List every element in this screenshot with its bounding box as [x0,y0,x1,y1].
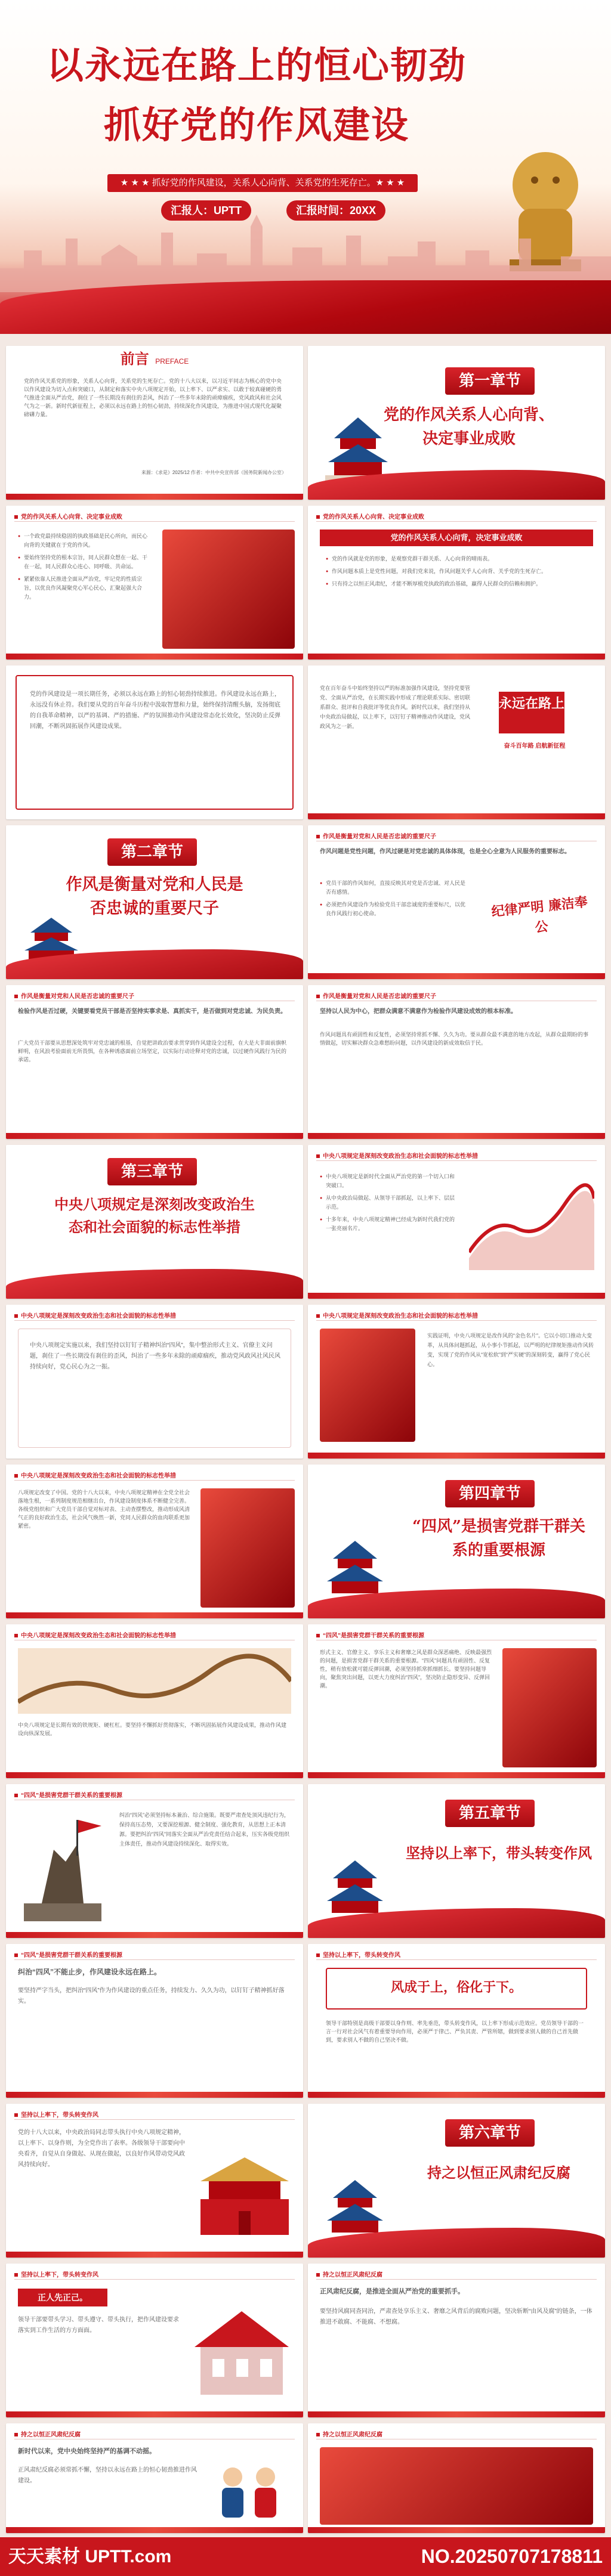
slide-text: 中央八项规定是长期有效的铁规矩、硬杠杠。要坚持不懈抓好贯彻落实，不断巩固拓展作风建设成果，推动作风建设向纵深发展。 [18,1722,287,1736]
slide-header: 坚持以上率下，带头转变作风 [14,2270,98,2278]
building-icon [189,2299,295,2401]
hero-subtitle: ★ ★ ★ 抓好党的作风建设，关系人心向背、关系党的生死存亡。★ ★ ★ [107,174,418,192]
slide-text: 领导干部特别是高级干部要以身作则、率先垂范，带头转变作风，以上率下形成示范效应。党员领导干部的一言一行对社会风气有着重要导向作用，必须严于律己、严负其责、严管所辖，做到要求别人做的自己首先做到，要求别人不做的自己坚决不做。 [326,2020,584,2043]
slide-header: 中央八项规定是深刻改变政治生态和社会面貌的标志性举措 [316,1311,478,1320]
box-title: 党的作风关系人心向背，决定事业成败 [320,530,593,546]
slide-text: 党在百年奋斗中始终坚持以严的标准加强作风建设，坚持党要管党、全面从严治党，在长期实践中形成了理论联系实际、密切联系群众、批评和自我批评等优良作风。新时代以来，我们坚持从中央政治局做起，以上率下，以钉钉子精神推动作风建设，党风政风为之一新。 [320,685,471,729]
slide-18 [308,1624,605,1778]
people-illustration-icon [209,2459,292,2525]
slide-photo [162,530,295,649]
calligraphy-slogan: 纪律严明 廉洁奉公 [490,894,588,936]
slide-photo [200,1488,295,1608]
slide-3 [6,506,303,660]
slide-header: 坚持以上率下，带头转变作风 [14,2110,98,2119]
bullet-list [326,555,588,592]
slide-13 [6,1305,303,1459]
slide-photo [320,2447,593,2525]
slide-header: “四风”是损害党群干群关系的重要根源 [14,1950,122,1959]
highlight-text: 正风肃纪反腐，是推进全面从严治党的重要抓手。 [320,2288,464,2295]
slide-5 [6,665,303,819]
highlight-text: 新时代以来，党中央始终坚持严的基调不动摇。 [18,2448,156,2455]
slide-chapter-5 [308,1784,605,1938]
slide-header: 党的作风关系人心向背、决定事业成败 [14,512,122,521]
slide-chapter-3 [6,1145,303,1299]
hero-banner [0,0,611,334]
preface-text: 党的作风关系党的形象，关系人心向背，关系党的生死存亡。党的十八大以来，以习近平同志为核心的党中央以作风建设为切入点和突破口，从制定和落实中央八项规定开始，以上率下、以严求实、以敢于较真碰硬的勇气推进全面从严治党，刹住了一些长期没有刹住的歪风，纠治了一些多年未除的顽瘴痼疾，党风政风和社会风气为之一新。新时代新征程上，必须以永远在路上的恒心韧劲，持续深化作风建设，为推进中国式现代化凝聚磅礴力量。 [24,378,282,417]
list-item: ● 必须把作风建设作为检验党员干部忠诚度的重要标尺，以优良作风践行初心使命。 [320,900,469,918]
slide-header: 持之以恒正风肃纪反腐 [316,2270,382,2278]
slide-27 [6,2423,303,2533]
slide-header: “四风”是损害党群干群关系的重要根源 [14,1790,122,1799]
slide-19 [6,1784,303,1938]
slide-text: 八项规定改变了中国。党的十八大以来，中央八项规定精神在全党全社会落地生根，一系列制度规范相继出台，作风建设制度体系不断健全完善。各级党组织和广大党员干部自觉对标对表、主动查摆整改，推动形成风清气正的良好政治生态，社会风气焕然一新，党同人民群众的血肉联系更加紧密。 [18,1490,190,1529]
slide-24 [6,2264,303,2417]
slide-text: 作风问题具有顽固性和反复性，必须坚持常抓不懈、久久为功。要从群众最不满意的地方改起，从群众最期盼的事情做起，切实解决群众急难愁盼问题，以作风建设的新成效取信于民。 [320,1032,589,1046]
list-item: ● 紧紧依靠人民推进全面从严治党，牢记党的性质宗旨，以优良作风凝聚党心军心民心，汇聚起强大合力。 [18,575,149,602]
chapter-badge: 第六章节 [445,2119,535,2147]
slide-14 [308,1305,605,1459]
preface-title-en: PREFACE [155,357,189,366]
slide-header: 作风是衡量对党和人民是否忠诚的重要尺子 [316,831,436,840]
list-item: ● 从中央政治局做起、从领导干部抓起，以上率下、层层示范。 [320,1194,457,1212]
slide-23 [6,2104,303,2258]
slide-20 [6,1944,303,2098]
bullet-list [320,1172,457,1237]
highlight-box: 永远在路上 [499,692,564,733]
slide-header: 中央八项规定是深刻改变政治生态和社会面貌的标志性举措 [14,1630,176,1639]
slide-text: 要坚持风腐同查同治，严肃查处享乐主义、奢靡之风背后的腐败问题，坚决斩断“由风及腐”的链条，一体推进不敢腐、不能腐、不想腐。 [320,2308,593,2326]
list-item: ● 作风问题本质上是党性问题，对我们党来说，作风问题关乎人心向背、关乎党的生死存亡。 [326,567,588,576]
chapter-title-line1: 党的作风关系人心向背、 [383,406,554,424]
chapter-badge: 第三章节 [107,1158,197,1185]
list-item: ● 十多年来，中央八项规定精神已经成为新时代我们党的一张亮丽名片。 [320,1215,457,1233]
chapter-badge: 第二章节 [107,838,197,866]
slide-28 [308,2423,605,2533]
list-item: ● 中央八项规定是新时代全面从严治党的第一个切入口和突破口。 [320,1172,457,1190]
chapter-title-line2: 否忠诚的重要尺子 [90,899,219,918]
slide-photo [502,1648,597,1767]
footer-brand: 天天素材 UPTT.com [8,2547,172,2566]
slide-8 [308,825,605,979]
city-skyline-icon [0,209,611,292]
chapter-title-line1: “四风”是损害党群干群关 [412,1518,585,1535]
slide-26 [308,2264,605,2417]
slide-16 [6,1624,303,1778]
slide-header: “四风”是损害党群干群关系的重要根源 [316,1630,424,1639]
slide-22 [308,1944,605,2098]
quote-text: 风成于上，俗化于下。 [390,1980,522,1995]
list-item: ● 只有持之以恒正风肃纪，才能不断厚植党执政的政治基础，赢得人民群众的信赖和拥护。 [326,580,588,589]
slide-text: 形式主义、官僚主义、享乐主义和奢靡之风是群众深恶痛绝、反映最强烈的问题，是损害党群干群关系的重要根源。“四风”问题具有顽固性、反复性，稍有放松就可能反弹回潮，必须坚持抓常抓细抓长。要坚持问题导向，聚焦突出问题，以更大力度纠治“四风”，坚决防止隐形变异、反弹回潮。 [320,1649,492,1689]
chapter-title-line1: 中央八项规定是深刻改变政治生 [54,1196,255,1213]
chapter-title-line1: 作风是衡量对党和人民是 [66,875,243,894]
highlight-text: 检验作风是否过硬，关键要看党员干部是否坚持实事求是、真抓实干，是否做到对党忠诚、为民负责。 [18,1008,286,1015]
chapter-title-line1: 持之以恒正风肃纪反腐 [427,2164,570,2181]
monument-icon [18,1808,107,1927]
slide-4 [308,506,605,660]
slide-text: 纠治“四风”必须坚持标本兼治、综合施策。既要严肃查处顶风违纪行为，保持高压态势，又要深挖根源、健全制度、强化教育，从思想上正本清源。要把纠治“四风”同落实全面从严治党责任结合起来，压实各级党组织主体责任，推动作风建设持续深化、取得实效。 [119,1812,289,1847]
preface-source: 来源：《求是》2025/12 作者：中共中央宣传部（国务院新闻办公室） [141,470,286,475]
reporter-badge: 汇报人：UPTT [161,200,251,221]
highlight-text: 坚持以人民为中心，把群众满意不满意作为检验作风建设成效的根本标准。 [320,1008,517,1015]
slide-header: 中央八项规定是深刻改变政治生态和社会面貌的标志性举措 [14,1311,176,1320]
highlight-text: 作风问题是党性问题，作风过硬是对党忠诚的具体体现，也是全心全意为人民服务的重要标志。 [320,849,570,855]
footer-number: NO.20250707178811 [421,2546,603,2567]
list-item: ● 党员干部的作风如何，直接反映其对党是否忠诚、对人民是否有感情。 [320,879,469,897]
chapter-badge: 第四章节 [445,1480,535,1507]
slide-header: 持之以恒正风肃纪反腐 [316,2429,382,2438]
tiananmen-icon [195,2134,295,2241]
bullet-list [18,532,149,605]
slide-header: 持之以恒正风肃纪反腐 [14,2429,81,2438]
slide-text: 正风肃纪反腐必须常抓不懈，坚持以永远在路上的恒心韧劲推进作风建设。 [18,2467,197,2484]
hero-title-line2: 抓好党的作风建设 [103,103,409,147]
chapter-badge: 第五章节 [445,1800,535,1827]
highlight-text: 纠治“四风”不能止步，作风建设永远在路上。 [18,1968,162,1976]
chapter-title-line2: 决定事业成败 [422,430,516,448]
hero-ribbon [0,280,611,334]
slide-9 [6,985,303,1139]
preface-title: 前言 [120,350,149,367]
slide-text: 中央八项规定实施以来，我们坚持以钉钉子精神纠治“四风”，集中整治形式主义、官僚主义问题，刹住了一些长期没有刹住的歪风，纠治了一些多年未除的顽瘴痼疾，推动党风政风社风民风持续向好，党心民心为之一振。 [30,1342,280,1370]
slide-chapter-2 [6,825,303,979]
report-time-badge: 汇报时间：20XX [286,200,385,221]
slide-header: 作风是衡量对党和人民是否忠诚的重要尺子 [316,991,436,1000]
chapter-title-line2: 态和社会面貌的标志性举措 [69,1218,240,1236]
slide-chapter-4 [308,1465,605,1618]
slide-text: 党的十八大以来，中央政治局同志带头执行中央八项规定精神，以上率下、以身作则，为全党作出了表率。各级领导干部要向中央看齐，自觉从自身做起、从现在做起，以良好作风带动党风政风持续向好。 [18,2129,185,2168]
slide-text: 要坚持严字当头，把纠治“四风”作为作风建设的重点任务，持续发力、久久为功，以钉钉子精神抓好落实。 [18,1987,285,2005]
list-item: ● 党的作风就是党的形象，是观察党群干群关系、人心向背的晴雨表。 [326,555,588,564]
slide-chapter-6 [308,2104,605,2258]
watermark-footer [0,2537,611,2576]
slide-text: 实践证明，中央八项规定是改作风的“金色名片”。它以小切口推动大变革，从具体问题抓起，从小事小节抓起，以严明的纪律规矩推动作风转变，实现了党的作风从“宽松软”到“严实硬”的深刻转变，赢得了党心民心。 [427,1333,594,1367]
list-item: ● 一个政党最持续稳固的执政基础是民心所向，而民心向背的关键就在于党的作风。 [18,532,149,550]
slide-header: 坚持以上率下，带头转变作风 [316,1950,400,1959]
quote-badge: 正人先正己。 [18,2289,107,2306]
slide-header: 中央八项规定是深刻改变政治生态和社会面貌的标志性举措 [316,1151,478,1160]
slide-10 [308,985,605,1139]
great-wall-icon [18,1648,291,1714]
slide-header: 中央八项规定是深刻改变政治生态和社会面貌的标志性举措 [14,1470,176,1479]
chapter-badge: 第一章节 [445,367,535,395]
slide-6 [308,665,605,819]
list-item: ● 要始终坚持党的根本宗旨，同人民群众想在一起、干在一起，同人民群众心连心、同呼吸、共命运。 [18,553,149,571]
slide-15 [6,1465,303,1618]
slide-photo [320,1329,415,1442]
slide-header: 作风是衡量对党和人民是否忠诚的重要尺子 [14,991,134,1000]
great-wall-icon [469,1169,594,1270]
slide-12 [308,1145,605,1299]
chapter-title-line1: 坚持以上率下，带头转变作风 [406,1844,592,1862]
slide-text: 领导干部要带头学习、带头遵守、带头执行，把作风建设要求落实到工作生活的方方面面。 [18,2317,179,2334]
chapter-title-line2: 系的重要根源 [452,1541,545,1559]
slide-header: 党的作风关系人心向背、决定事业成败 [316,512,424,521]
slide-text: 广大党员干部要从思想深处筑牢对党忠诚的根基，自觉把讲政治要求贯穿到作风建设全过程，在大是大非面前旗帜鲜明，在风浪考验面前无所畏惧，在各种诱惑面前立场坚定，以实际行动诠释对党的忠诚，以过硬作风践行为民的承诺。 [18,1040,287,1063]
slide-chapter-1 [308,346,605,500]
hero-title-line1: 以永远在路上的恒心韧劲 [46,44,467,87]
bullet-list [320,879,469,922]
slide-preface [6,346,303,500]
note-text: 奋斗百年路 启航新征程 [504,743,566,750]
slide-text: 党的作风建设是一项长期任务，必须以永远在路上的恒心韧劲持续推进。作风建设永远在路上，永远没有休止符。我们要从党的百年奋斗历程中汲取智慧和力量，始终保持清醒头脑，发扬彻底的自我革命精神，以严的基调、严的措施、严的氛围推动作风建设常态化长效化，坚决防止反弹回潮，不断巩固拓展作风建设成果。 [30,691,280,730]
